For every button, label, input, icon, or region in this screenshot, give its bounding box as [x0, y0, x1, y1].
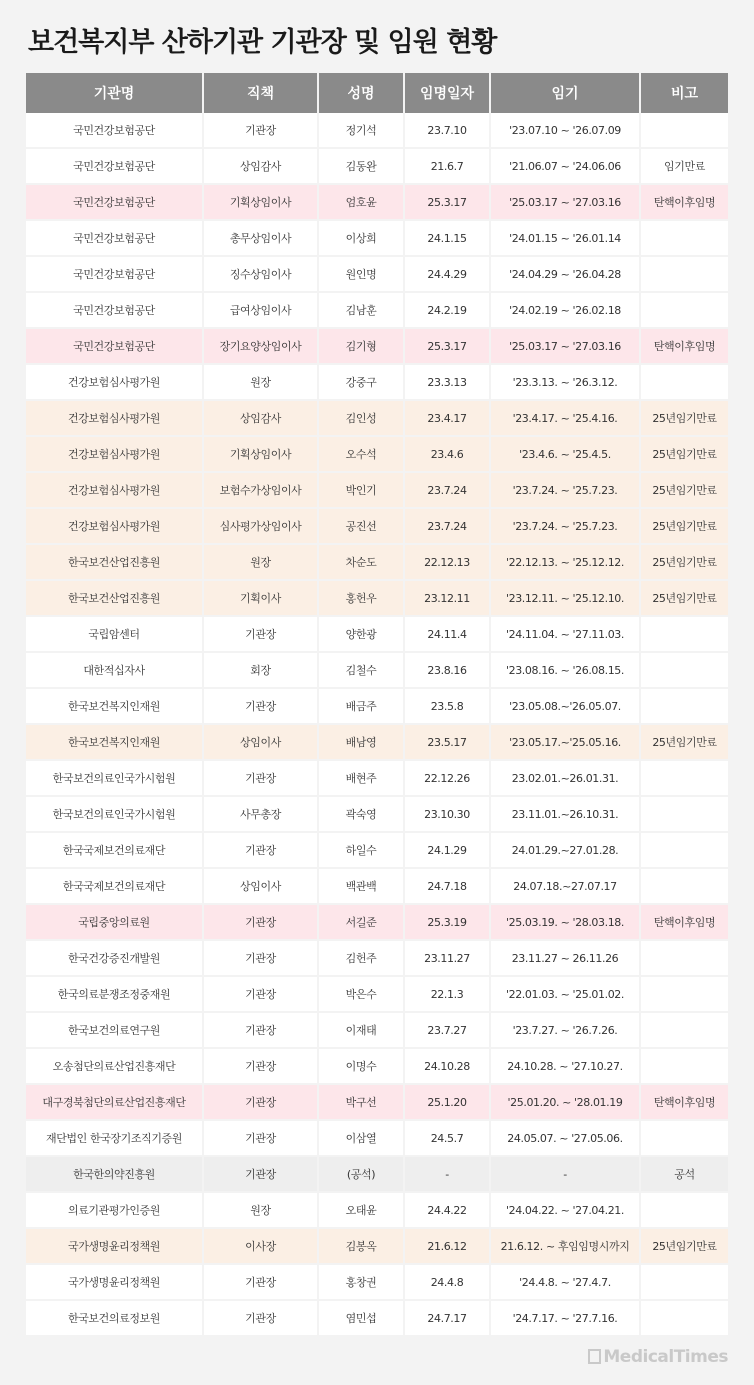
cell-note — [641, 221, 728, 257]
cell-name: 오태윤 — [319, 1193, 405, 1229]
cell-term: '23.7.24. ~ '25.7.23. — [491, 509, 641, 545]
cell-note: 25년임기만료 — [641, 437, 728, 473]
cell-term: '25.03.17 ~ '27.03.16 — [491, 329, 641, 365]
cell-note — [641, 257, 728, 293]
cell-name: 홍헌우 — [319, 581, 405, 617]
cell-term: 24.10.28. ~ '27.10.27. — [491, 1049, 641, 1085]
cell-name: 김인성 — [319, 401, 405, 437]
cell-org: 대구경북첨단의료산업진흥재단 — [26, 1085, 204, 1121]
table-row — [26, 293, 728, 329]
cell-name: 김남훈 — [319, 293, 405, 329]
cell-date: 21.6.12 — [405, 1229, 491, 1265]
cell-name: 배금주 — [319, 689, 405, 725]
header-term: 임기 — [491, 73, 641, 113]
table-row — [26, 1193, 728, 1229]
cell-note — [641, 1013, 728, 1049]
cell-date: 23.5.8 — [405, 689, 491, 725]
cell-org: 한국국제보건의료재단 — [26, 869, 204, 905]
cell-term: '24.4.8. ~ '27.4.7. — [491, 1265, 641, 1301]
cell-name: 서길준 — [319, 905, 405, 941]
table-row — [26, 833, 728, 869]
cell-term: '22.01.03. ~ '25.01.02. — [491, 977, 641, 1013]
cell-note — [641, 365, 728, 401]
cell-name: 이명수 — [319, 1049, 405, 1085]
cell-name: 양한광 — [319, 617, 405, 653]
cell-name: 백관백 — [319, 869, 405, 905]
cell-position: 장기요양상임이사 — [204, 329, 319, 365]
cell-name: 강중구 — [319, 365, 405, 401]
cell-org: 한국보건의료인국가시험원 — [26, 797, 204, 833]
cell-note: 탄핵이후임명 — [641, 1085, 728, 1121]
cell-term: '23.7.24. ~ '25.7.23. — [491, 473, 641, 509]
cell-date: 23.11.27 — [405, 941, 491, 977]
cell-term: '23.08.16. ~ '26.08.15. — [491, 653, 641, 689]
cell-position: 기관장 — [204, 1121, 319, 1157]
cell-org: 건강보험심사평가원 — [26, 401, 204, 437]
cell-date: 24.2.19 — [405, 293, 491, 329]
cell-note — [641, 869, 728, 905]
table-row — [26, 221, 728, 257]
cell-term: '23.3.13. ~ '26.3.12. — [491, 365, 641, 401]
cell-date: 22.12.26 — [405, 761, 491, 797]
cell-position: 기관장 — [204, 1301, 319, 1337]
cell-org: 국민건강보험공단 — [26, 257, 204, 293]
cell-term: '24.11.04. ~ '27.11.03. — [491, 617, 641, 653]
cell-name: 박구선 — [319, 1085, 405, 1121]
cell-note — [641, 113, 728, 149]
cell-term: 21.6.12. ~ 후임임명시까지 — [491, 1229, 641, 1265]
cell-name: 배현주 — [319, 761, 405, 797]
cell-position: 상임이사 — [204, 869, 319, 905]
cell-org: 한국건강증진개발원 — [26, 941, 204, 977]
cell-term: '22.12.13. ~ '25.12.12. — [491, 545, 641, 581]
cell-name: (공석) — [319, 1157, 405, 1193]
cell-note: 탄핵이후임명 — [641, 905, 728, 941]
header-name: 성명 — [319, 73, 405, 113]
table-row — [26, 401, 728, 437]
cell-date: 23.7.24 — [405, 509, 491, 545]
cell-org: 오송첨단의료산업진흥재단 — [26, 1049, 204, 1085]
header-org: 기관명 — [26, 73, 204, 113]
cell-org: 국민건강보험공단 — [26, 113, 204, 149]
cell-note: 25년임기만료 — [641, 473, 728, 509]
cell-name: 김기형 — [319, 329, 405, 365]
cell-org: 국민건강보험공단 — [26, 221, 204, 257]
cell-term: 23.11.01.~26.10.31. — [491, 797, 641, 833]
cell-position: 상임감사 — [204, 149, 319, 185]
cell-org: 국가생명윤리정책원 — [26, 1265, 204, 1301]
cell-note: 25년임기만료 — [641, 581, 728, 617]
cell-term: '23.4.6. ~ '25.4.5. — [491, 437, 641, 473]
cell-name: 이재태 — [319, 1013, 405, 1049]
cell-term: - — [491, 1157, 641, 1193]
cell-date: - — [405, 1157, 491, 1193]
table-row — [26, 617, 728, 653]
cell-date: 23.4.6 — [405, 437, 491, 473]
cell-org: 대한적십자사 — [26, 653, 204, 689]
cell-position: 징수상임이사 — [204, 257, 319, 293]
cell-org: 한국보건의료정보원 — [26, 1301, 204, 1337]
table-row — [26, 185, 728, 221]
cell-term: '24.7.17. ~ '27.7.16. — [491, 1301, 641, 1337]
table-row — [26, 437, 728, 473]
cell-org: 한국보건산업진흥원 — [26, 545, 204, 581]
cell-org: 국립암센터 — [26, 617, 204, 653]
table-row — [26, 905, 728, 941]
cell-name: 김동완 — [319, 149, 405, 185]
cell-note: 임기만료 — [641, 149, 728, 185]
table-row — [26, 113, 728, 149]
cell-org: 의료기관평가인증원 — [26, 1193, 204, 1229]
cell-term: '25.03.19. ~ '28.03.18. — [491, 905, 641, 941]
executives-table — [26, 73, 728, 1337]
cell-position: 기관장 — [204, 1085, 319, 1121]
cell-org: 건강보험심사평가원 — [26, 365, 204, 401]
cell-note — [641, 1301, 728, 1337]
cell-position: 기획상임이사 — [204, 185, 319, 221]
cell-name: 원인명 — [319, 257, 405, 293]
cell-term: 24.05.07. ~ '27.05.06. — [491, 1121, 641, 1157]
cell-name: 홍창권 — [319, 1265, 405, 1301]
cell-note — [641, 1193, 728, 1229]
cell-name: 오수석 — [319, 437, 405, 473]
cell-position: 기관장 — [204, 761, 319, 797]
cell-org: 국가생명윤리정책원 — [26, 1229, 204, 1265]
table-row — [26, 149, 728, 185]
cell-org: 한국보건의료인국가시험원 — [26, 761, 204, 797]
table-row — [26, 545, 728, 581]
cell-position: 이사장 — [204, 1229, 319, 1265]
cell-name: 정기석 — [319, 113, 405, 149]
cell-date: 24.4.29 — [405, 257, 491, 293]
cell-position: 기관장 — [204, 617, 319, 653]
cell-date: 23.5.17 — [405, 725, 491, 761]
logo-mark-icon — [588, 1349, 601, 1364]
table-row — [26, 1121, 728, 1157]
cell-org: 건강보험심사평가원 — [26, 509, 204, 545]
cell-name: 김헌주 — [319, 941, 405, 977]
table-header-row — [26, 73, 728, 113]
cell-position: 회장 — [204, 653, 319, 689]
logo-text: MedicalTimes — [603, 1347, 728, 1367]
cell-position: 심사평가상임이사 — [204, 509, 319, 545]
cell-org: 국민건강보험공단 — [26, 149, 204, 185]
cell-date: 24.4.22 — [405, 1193, 491, 1229]
cell-note: 25년임기만료 — [641, 725, 728, 761]
cell-date: 25.3.19 — [405, 905, 491, 941]
cell-term: 23.02.01.~26.01.31. — [491, 761, 641, 797]
table-row — [26, 1157, 728, 1193]
header-position: 직책 — [204, 73, 319, 113]
cell-date: 24.7.17 — [405, 1301, 491, 1337]
header-date: 임명일자 — [405, 73, 491, 113]
table-row — [26, 1049, 728, 1085]
cell-name: 박인기 — [319, 473, 405, 509]
cell-position: 원장 — [204, 1193, 319, 1229]
cell-note: 25년임기만료 — [641, 1229, 728, 1265]
cell-position: 급여상임이사 — [204, 293, 319, 329]
table-row — [26, 653, 728, 689]
table-row — [26, 365, 728, 401]
cell-name: 배남영 — [319, 725, 405, 761]
cell-date: 24.4.8 — [405, 1265, 491, 1301]
cell-term: '24.02.19 ~ '26.02.18 — [491, 293, 641, 329]
cell-date: 24.1.29 — [405, 833, 491, 869]
cell-date: 25.3.17 — [405, 185, 491, 221]
table-row — [26, 1013, 728, 1049]
cell-date: 21.6.7 — [405, 149, 491, 185]
cell-org: 한국보건복지인재원 — [26, 725, 204, 761]
table-row — [26, 869, 728, 905]
cell-date: 23.8.16 — [405, 653, 491, 689]
cell-term: '23.05.17.~'25.05.16. — [491, 725, 641, 761]
table-row — [26, 1265, 728, 1301]
cell-note — [641, 761, 728, 797]
cell-name: 공진선 — [319, 509, 405, 545]
table-row — [26, 329, 728, 365]
cell-name: 김봉옥 — [319, 1229, 405, 1265]
cell-date: 23.3.13 — [405, 365, 491, 401]
cell-position: 기관장 — [204, 905, 319, 941]
table-row — [26, 1301, 728, 1337]
table-row — [26, 1229, 728, 1265]
cell-name: 곽숙영 — [319, 797, 405, 833]
cell-note — [641, 941, 728, 977]
cell-date: 23.4.17 — [405, 401, 491, 437]
cell-date: 24.5.7 — [405, 1121, 491, 1157]
cell-org: 한국보건산업진흥원 — [26, 581, 204, 617]
cell-date: 23.12.11 — [405, 581, 491, 617]
page-title: 보건복지부 산하기관 기관장 및 임원 현황 — [28, 27, 497, 58]
cell-position: 기관장 — [204, 1265, 319, 1301]
cell-position: 기관장 — [204, 1013, 319, 1049]
cell-name: 박은수 — [319, 977, 405, 1013]
cell-term: '25.03.17 ~ '27.03.16 — [491, 185, 641, 221]
cell-term: '25.01.20. ~ '28.01.19 — [491, 1085, 641, 1121]
cell-name: 차순도 — [319, 545, 405, 581]
cell-org: 한국보건의료연구원 — [26, 1013, 204, 1049]
cell-note — [641, 833, 728, 869]
table-row — [26, 509, 728, 545]
table-row — [26, 797, 728, 833]
cell-position: 사무총장 — [204, 797, 319, 833]
cell-term: 24.01.29.~27.01.28. — [491, 833, 641, 869]
cell-position: 원장 — [204, 365, 319, 401]
cell-note: 25년임기만료 — [641, 509, 728, 545]
cell-term: '23.07.10 ~ '26.07.09 — [491, 113, 641, 149]
cell-org: 한국보건복지인재원 — [26, 689, 204, 725]
cell-note — [641, 1265, 728, 1301]
cell-position: 원장 — [204, 545, 319, 581]
cell-position: 기관장 — [204, 1157, 319, 1193]
cell-date: 25.1.20 — [405, 1085, 491, 1121]
cell-position: 기관장 — [204, 833, 319, 869]
table-row — [26, 257, 728, 293]
cell-position: 기관장 — [204, 941, 319, 977]
cell-position: 기관장 — [204, 977, 319, 1013]
cell-term: 23.11.27 ~ 26.11.26 — [491, 941, 641, 977]
cell-org: 재단법인 한국장기조직기증원 — [26, 1121, 204, 1157]
cell-name: 하일수 — [319, 833, 405, 869]
cell-term: '23.12.11. ~ '25.12.10. — [491, 581, 641, 617]
cell-name: 엄호윤 — [319, 185, 405, 221]
cell-date: 22.1.3 — [405, 977, 491, 1013]
cell-date: 23.7.27 — [405, 1013, 491, 1049]
cell-date: 23.7.24 — [405, 473, 491, 509]
cell-org: 한국한의약진흥원 — [26, 1157, 204, 1193]
cell-note — [641, 1121, 728, 1157]
cell-date: 22.12.13 — [405, 545, 491, 581]
cell-org: 국립중앙의료원 — [26, 905, 204, 941]
table-row — [26, 581, 728, 617]
cell-date: 23.7.10 — [405, 113, 491, 149]
medicaltimes-logo — [588, 1347, 728, 1367]
cell-term: '24.04.29 ~ '26.04.28 — [491, 257, 641, 293]
cell-position: 기획이사 — [204, 581, 319, 617]
table-row — [26, 725, 728, 761]
cell-org: 한국국제보건의료재단 — [26, 833, 204, 869]
cell-date: 24.7.18 — [405, 869, 491, 905]
cell-name: 이상희 — [319, 221, 405, 257]
cell-note — [641, 293, 728, 329]
cell-position: 보험수가상임이사 — [204, 473, 319, 509]
cell-name: 김철수 — [319, 653, 405, 689]
cell-note: 25년임기만료 — [641, 401, 728, 437]
cell-note: 탄핵이후임명 — [641, 185, 728, 221]
cell-position: 기관장 — [204, 113, 319, 149]
cell-term: 24.07.18.~27.07.17 — [491, 869, 641, 905]
cell-position: 기관장 — [204, 1049, 319, 1085]
cell-term: '23.4.17. ~ '25.4.16. — [491, 401, 641, 437]
cell-date: 24.11.4 — [405, 617, 491, 653]
cell-date: 23.10.30 — [405, 797, 491, 833]
cell-note — [641, 617, 728, 653]
table-row — [26, 977, 728, 1013]
cell-name: 염민섭 — [319, 1301, 405, 1337]
cell-date: 25.3.17 — [405, 329, 491, 365]
cell-org: 국민건강보험공단 — [26, 293, 204, 329]
table-row — [26, 473, 728, 509]
cell-date: 24.10.28 — [405, 1049, 491, 1085]
table-row — [26, 689, 728, 725]
cell-term: '23.7.27. ~ '26.7.26. — [491, 1013, 641, 1049]
cell-org: 건강보험심사평가원 — [26, 473, 204, 509]
cell-term: '21.06.07 ~ '24.06.06 — [491, 149, 641, 185]
cell-org: 국민건강보험공단 — [26, 329, 204, 365]
table-body — [26, 113, 728, 1337]
cell-position: 기획상임이사 — [204, 437, 319, 473]
cell-date: 24.1.15 — [405, 221, 491, 257]
cell-name: 이삼열 — [319, 1121, 405, 1157]
cell-position: 기관장 — [204, 689, 319, 725]
cell-note — [641, 797, 728, 833]
cell-org: 건강보험심사평가원 — [26, 437, 204, 473]
table-row — [26, 1085, 728, 1121]
cell-position: 총무상임이사 — [204, 221, 319, 257]
cell-term: '24.04.22. ~ '27.04.21. — [491, 1193, 641, 1229]
table-row — [26, 761, 728, 797]
cell-term: '23.05.08.~'26.05.07. — [491, 689, 641, 725]
cell-note — [641, 689, 728, 725]
cell-position: 상임감사 — [204, 401, 319, 437]
cell-org: 한국의료분쟁조정중재원 — [26, 977, 204, 1013]
cell-term: '24.01.15 ~ '26.01.14 — [491, 221, 641, 257]
cell-note: 25년임기만료 — [641, 545, 728, 581]
cell-position: 상임이사 — [204, 725, 319, 761]
cell-org: 국민건강보험공단 — [26, 185, 204, 221]
cell-note — [641, 653, 728, 689]
cell-note: 공석 — [641, 1157, 728, 1193]
table-row — [26, 941, 728, 977]
cell-note — [641, 977, 728, 1013]
cell-note: 탄핵이후임명 — [641, 329, 728, 365]
cell-note — [641, 1049, 728, 1085]
header-note: 비고 — [641, 73, 728, 113]
